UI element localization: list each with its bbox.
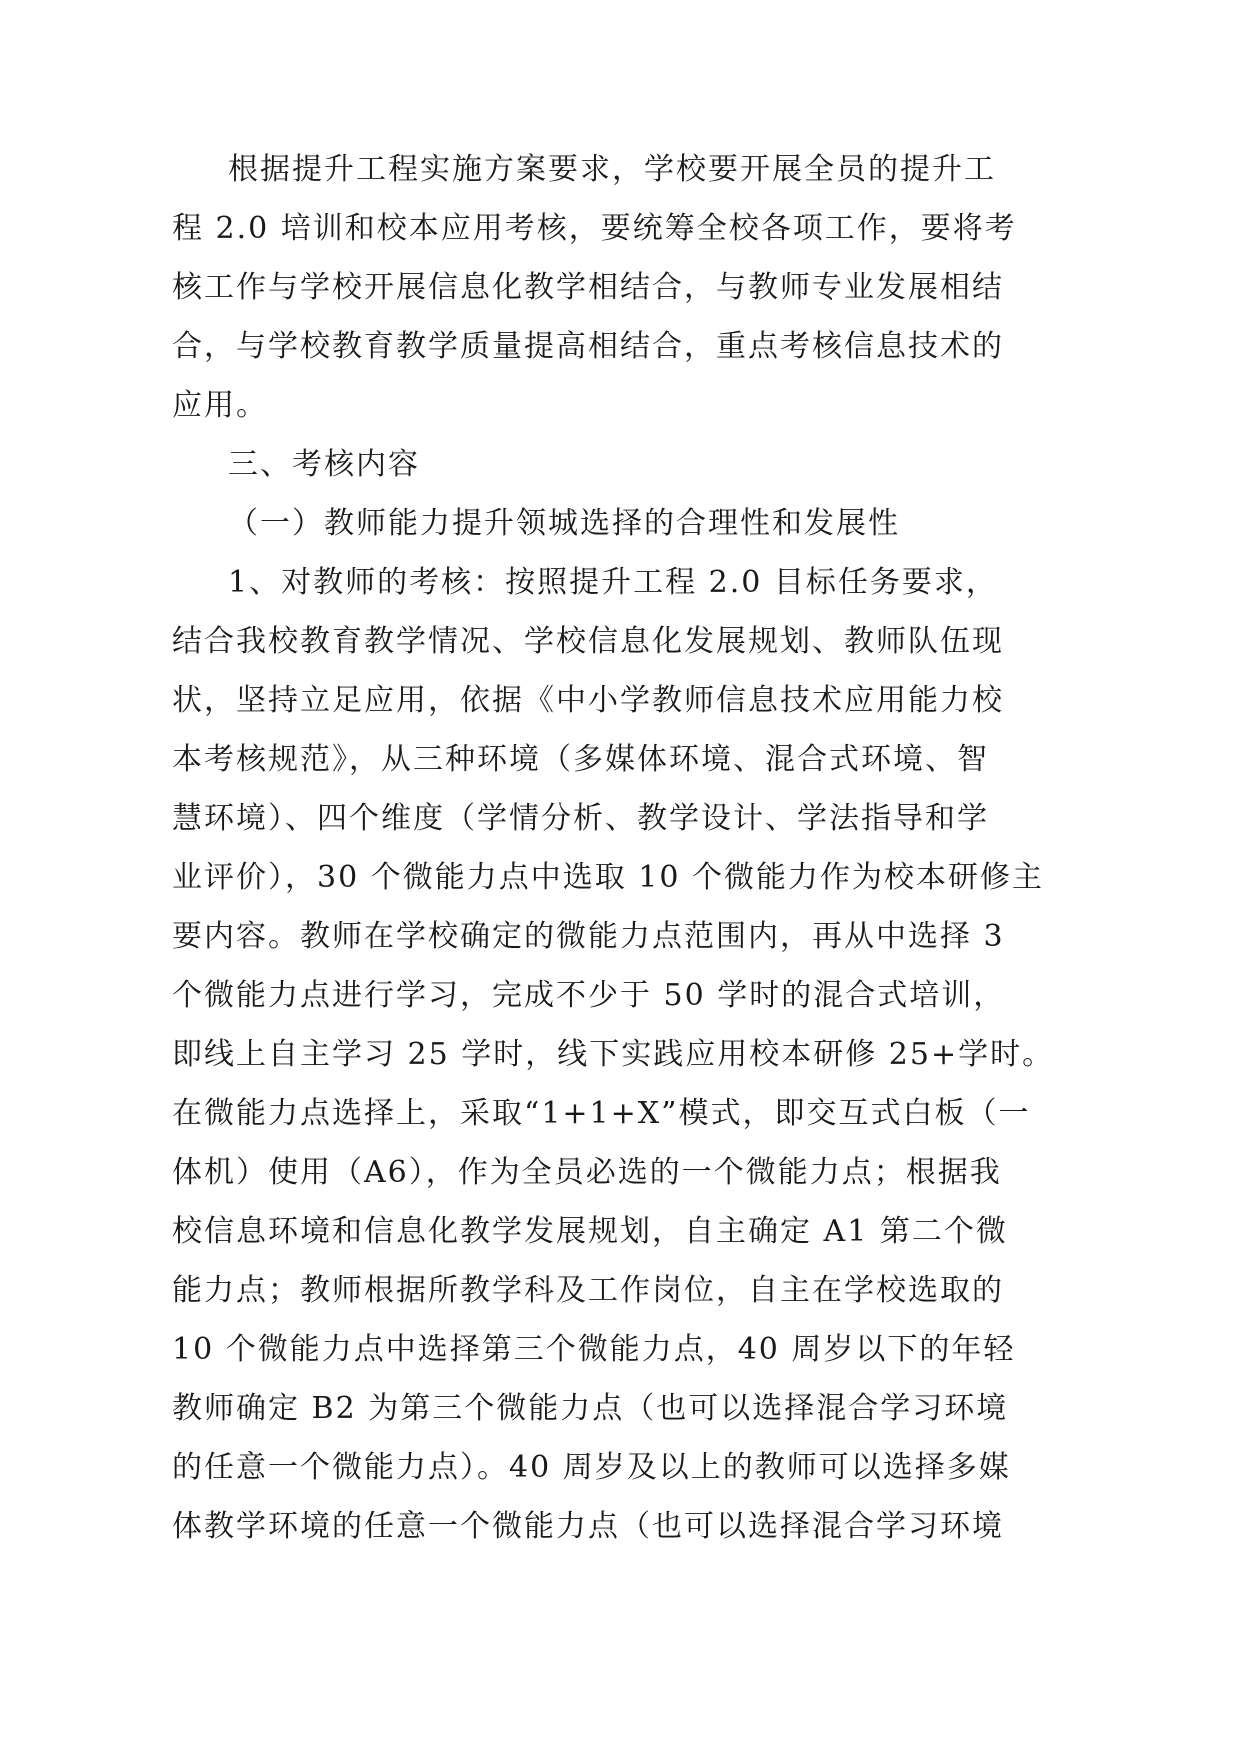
paragraph-line: 10 个微能力点中选择第三个微能力点，40 周岁以下的年轻 xyxy=(172,1332,1016,1367)
paragraph-line: 状，坚持立足应用，依据《中小学教师信息技术应用能力校 xyxy=(172,683,1004,718)
paragraph-line: 能力点；教师根据所教学科及工作岗位，自主在学校选取的 xyxy=(172,1273,1004,1308)
paragraph-line: 合，与学校教育教学质量提高相结合，重点考核信息技术的 xyxy=(172,329,1004,364)
paragraph-line: 慧环境）、四个维度（学情分析、教学设计、学法指导和学 xyxy=(172,801,989,836)
paragraph-line: 教师确定 B2 为第三个微能力点（也可以选择混合学习环境 xyxy=(172,1391,1009,1426)
paragraph-line: 本考核规范》，从三种环境（多媒体环境、混合式环境、智 xyxy=(172,742,989,777)
paragraph-line: 的任意一个微能力点）。40 周岁及以上的教师可以选择多媒 xyxy=(172,1450,1011,1485)
paragraph-line: 结合我校教育教学情况、学校信息化发展规划、教师队伍现 xyxy=(172,624,1004,659)
paragraph-line: 业评价），30 个微能力点中选取 10 个微能力作为校本研修主 xyxy=(172,860,1044,895)
paragraph-line: 要内容。教师在学校确定的微能力点范围内，再从中选择 3 xyxy=(172,919,1005,954)
paragraph-line: 个微能力点进行学习，完成不少于 50 学时的混合式培训， xyxy=(172,978,1006,1013)
paragraph-line: 即线上自主学习 25 学时，线下实践应用校本研修 25+学时。 xyxy=(172,1037,1055,1072)
paragraph-line: 校信息环境和信息化教学发展规划，自主确定 A1 第二个微 xyxy=(172,1214,1008,1249)
paragraph-line: 程 2.0 培训和校本应用考核，要统筹全校各项工作，要将考 xyxy=(172,211,1017,246)
paragraph-line: 体机）使用（A6），作为全员必选的一个微能力点；根据我 xyxy=(172,1155,1002,1190)
paragraph-line: 核工作与学校开展信息化教学相结合，与教师专业发展相结 xyxy=(172,270,1004,305)
subsection-heading: （一）教师能力提升领城选择的合理性和发展性 xyxy=(228,506,900,541)
paragraph-line: 体教学环境的任意一个微能力点（也可以选择混合学习环境 xyxy=(172,1509,1004,1544)
paragraph-line: 根据提升工程实施方案要求，学校要开展全员的提升工 xyxy=(228,152,996,187)
section-heading: 三、考核内容 xyxy=(228,447,420,482)
paragraph-line: 1、对教师的考核：按照提升工程 2.0 目标任务要求， xyxy=(228,565,998,600)
paragraph-line: 应用。 xyxy=(172,388,268,423)
paragraph-line: 在微能力点选择上，采取“1+1+X”模式，即交互式白板（一 xyxy=(172,1096,1031,1131)
